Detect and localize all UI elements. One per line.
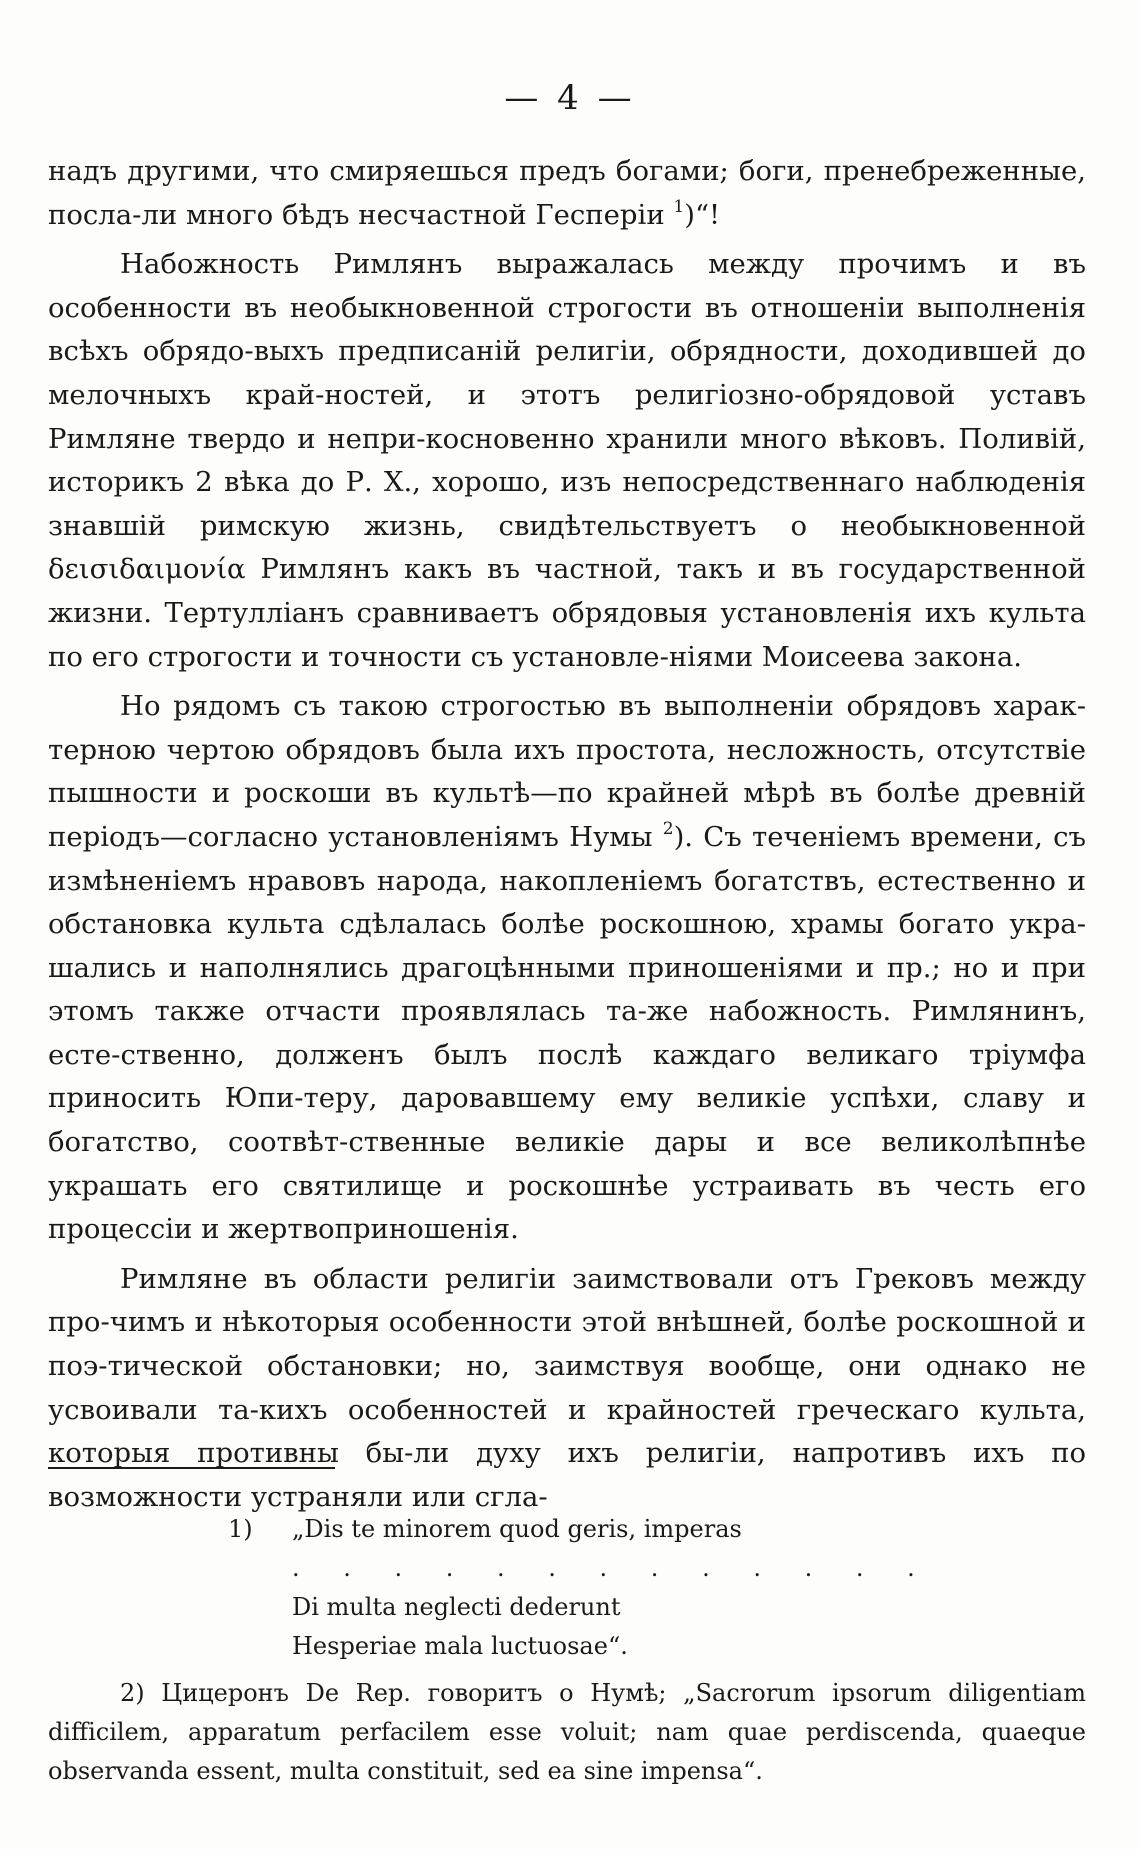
paragraph-3-text: Но рядомъ съ такою строгостью въ выполненіи обрядовъ харак-терною чертою обрядовъ была ихъ простота, несложность, отсутствіе пышности и роскоши въ культѣ—по крайней мѣрѣ въ болѣе древній періодъ—согласно установленіямъ Нумы	[48, 690, 1086, 853]
footnote-1	[48, 1510, 1086, 1666]
footnote-1-line-1: „Dis te minorem quod geris, imperas	[292, 1515, 742, 1543]
main-text	[48, 150, 1086, 1525]
footnote-ref-2: 2	[662, 818, 674, 839]
footnote-1-line-4: Hesperiae mala luctuosae“.	[292, 1632, 628, 1660]
footnote-separator	[48, 1467, 335, 1469]
paragraph-1-tail: )“!	[684, 198, 721, 231]
footnote-1-mark: 1)	[228, 1515, 253, 1543]
paragraph-4-text: Римляне въ области религіи заимствовали отъ Грековъ между про-чимъ и нѣкоторыя особенности этой внѣшней, болѣе роскошной и поэ-тической обстановки; но, заимствуя вообще, они однако не усвоивали та-кихъ особенностей и крайностей греческаго культа, которыя противны бы-ли духу ихъ религіи, напротивъ ихъ по возможности устраняли или сгла-	[48, 1262, 1086, 1513]
paragraph-2	[48, 243, 1086, 679]
footnote-1-ellipsis: . . . . . . . . . . . . .	[292, 1554, 933, 1582]
paragraph-2-text: Набожность Римлянъ выражалась между прочимъ и въ особенности въ необыкновенной строгости въ отношеніи выполненія всѣхъ обрядо-выхъ предписаній религіи, обрядности, доходившей до мелочныхъ край-ностей, и этотъ религіозно-обрядовой уставъ Римляне твердо и непри-косновенно хранили много вѣковъ. Поливій, историкъ 2 вѣка до Р. X., хорошо, изъ непосредственнаго наблюденія знавшій римскую жизнь, свидѣтельствуетъ о необыкновенной δεισιδαιμονία Римлянъ какъ въ частной, такъ и въ государственной жизни. Тертулліанъ сравниваетъ обрядовыя установленія ихъ культа по его строгости и точности съ установле-ніями Моисеева закона.	[48, 248, 1086, 673]
paragraph-3-tail: ). Съ теченіемъ времени, съ измѣненіемъ нравовъ народа, накопленіемъ богатствъ, естественно и обстановка культа сдѣлалась болѣе роскошною, храмы богато укра-шались и наполнялись драгоцѣнными приношеніями и пр.; но и при этомъ также отчасти проявлялась та-же набожность. Римлянинъ, есте-ственно, долженъ былъ послѣ каждаго великаго тріумфа приносить Юпи-теру, даровавшему ему великіе успѣхи, славу и богатство, соотвѣт-ственные великіе дары и все великолѣпнѣе украшать его святилище и роскошнѣе устраивать въ честь его процессіи и жертвоприношенія.	[48, 820, 1086, 1246]
footnote-1-line-3: Di multa neglecti dederunt	[292, 1593, 621, 1621]
footnote-2: 2) Цицеронъ De Rep. говоритъ о Нумѣ; „Sacrorum ipsorum diligentiam difficilem, apparatum perfacilem esse voluit; nam quae perdiscenda, quaeque observanda essent, multa constituit, sed ea sine impensa“.	[48, 1679, 1086, 1785]
page-number: — 4 —	[504, 78, 636, 118]
paragraph-3	[48, 685, 1086, 1252]
paragraph-1	[48, 150, 1086, 237]
paragraph-4	[48, 1258, 1086, 1520]
footnote-ref-1: 1	[673, 196, 685, 217]
paragraph-1-text: надъ другими, что смиряешься предъ богами; боги, пренебреженные, посла-ли много бѣдъ несчастной Гесперіи	[48, 155, 1086, 231]
footnotes	[48, 1510, 1086, 1791]
